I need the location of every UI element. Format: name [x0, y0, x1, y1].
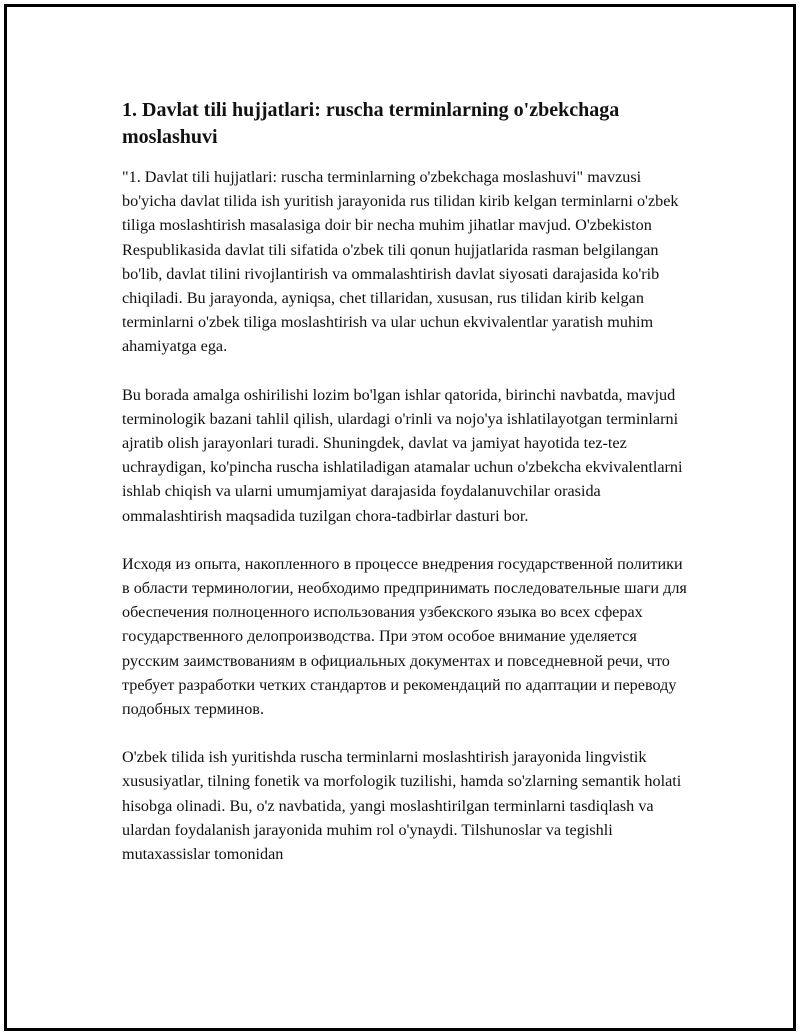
document-body [122, 97, 692, 890]
document-title: 1. Davlat tili hujjatlari: ruscha terminlarning o'zbekchaga moslashuvi [122, 99, 620, 148]
document-page [4, 4, 796, 1031]
paragraph-1: "1. Davlat tili hujjatlari: ruscha terminlarning o'zbekchaga moslashuvi" mavzusi bo'yicha davlat tilida ish yuritish jarayonida rus tilidan kirib kelgan terminlarni o'zbek tiliga moslashtirish masalasiga doir bir necha muhim jihatlar mavjud. O'zbekiston Respublikasida davlat tili sifatida o'zbek tili qonun hujjatlarida rasman belgilangan bo'lib, davlat tilini rivojlantirish va ommalashtirish davlat siyosati darajasida ko'rib chiqiladi. Bu jarayonda, ayniqsa, chet tillaridan, xususan, rus tilidan kirib kelgan terminlarni o'zbek tiliga moslashtirish va ular uchun ekvivalentlar yaratish muhim ahamiyatga ega. [122, 168, 679, 356]
paragraph-4: O'zbek tilida ish yuritishda ruscha terminlarni moslashtirish jarayonida lingvistik xususiyatlar, tilning fonetik va morfologik tuzilishi, hamda so'zlarning semantik holati hisobga olinadi. Bu, o'z navbatida, yangi moslashtirilgan terminlarni tasdiqlash va ulardan foydalanish jarayonida muhim rol o'ynaydi. Tilshunoslar va tegishli mutaxassislar tomonidan [122, 748, 682, 864]
paragraph-2: Bu borada amalga oshirilishi lozim bo'lgan ishlar qatorida, birinchi navbatda, mavjud terminologik bazani tahlil qilish, ulardagi o'rinli va nojo'ya ishlatilayotgan terminlarni ajratib olish jarayonlari turadi. Shuningdek, davlat va jamiyat hayotida tez-tez uchraydigan, ko'pincha ruscha ishlatiladigan atamalar uchun o'zbekcha ekvivalentlarni ishlab chiqish va ularni umumjamiyat darajasida foydalanuvchilar orasida ommalashtirish maqsadida tuzilgan chora-tadbirlar dasturi bor. [122, 385, 683, 525]
paragraph-3: Исходя из опыта, накопленного в процессе внедрения государственной политики в области терминологии, необходимо предпринимать последовательные шаги для обеспечения полноценного использования узбекского языка во всех сферах государственного делопроизводства. При этом особое внимание уделяется русским заимствованиям в официальных документах и повседневной речи, что требует разработки четких стандартов и рекомендаций по адаптации и переводу подобных терминов. [122, 554, 687, 719]
